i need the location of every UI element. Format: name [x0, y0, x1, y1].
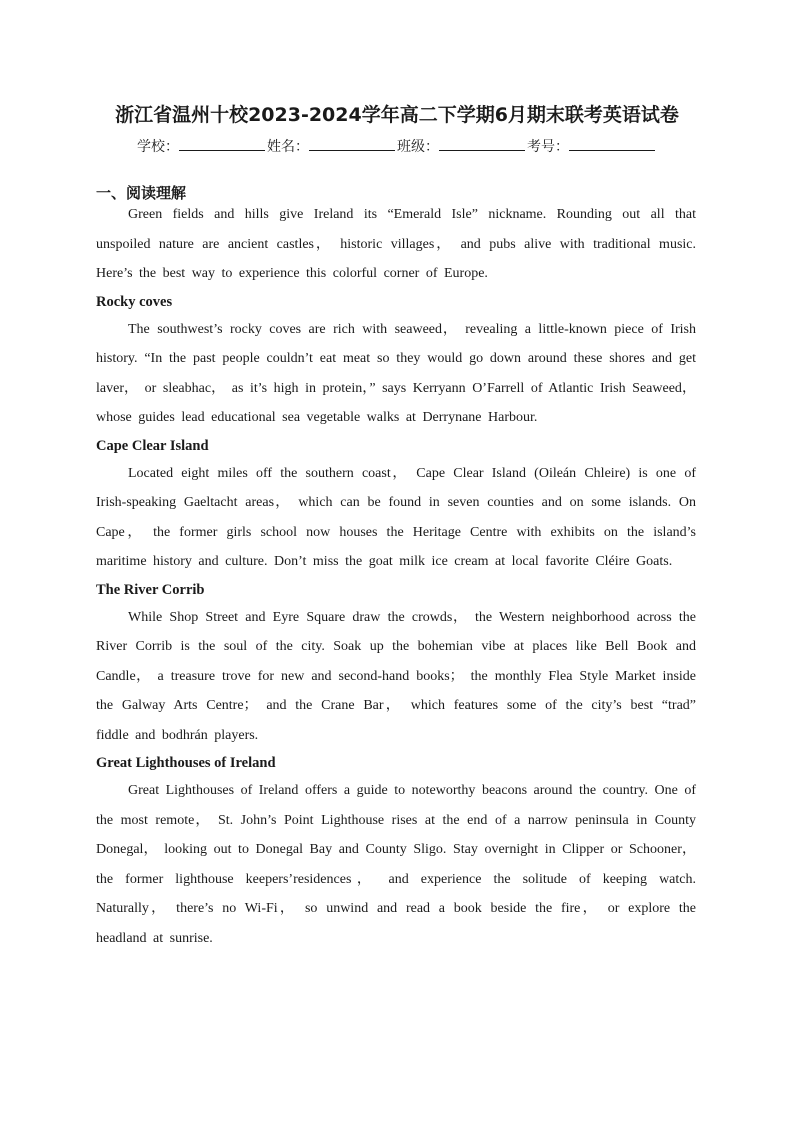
class-field: 班级： — [397, 136, 527, 156]
class-blank[interactable] — [439, 138, 525, 151]
name-blank[interactable] — [309, 138, 395, 151]
exam-number-blank[interactable] — [569, 138, 655, 151]
paragraph-river-corrib: While Shop Street and Eyre Square draw the crowds， the Western neighborhood across the River Corrib is the soul of the city. Soak up the bohemian vibe at places like Bell Book and Candle， a treasure trove for new and second-hand books； the monthly Flea Style Market inside the Galway Arts Centre； and the Crane Bar， which features some of the city’s best “trad” fiddle and bodhrán players. — [96, 609, 696, 743]
paragraph-rocky-coves: The southwest’s rocky coves are rich with seaweed， revealing a little-known piece of Irish history. “In the past people couldn’t eat meat so they would go down around these shores and get laver， or sleabhac， as it’s high in protein，” says Kerryann O’Farrell of Atlantic Irish Seaweed， whose guides lead educational sea vegetable walks at Derrynane Harbour. — [96, 321, 696, 425]
exam-number-field: 考号： — [527, 136, 657, 156]
subheading-cape-clear: Cape Clear Island — [96, 437, 209, 454]
subheading-lighthouses: Great Lighthouses of Ireland — [96, 755, 276, 771]
student-info-line — [0, 136, 794, 156]
subheading-rocky-coves: Rocky coves — [96, 293, 173, 310]
paragraph-cape-clear: Located eight miles off the southern coast， Cape Clear Island (Oileán Chleire) is one of Irish-speaking Gaeltacht areas， which can be found in seven counties and on some islands. On Cape， the former girls school now houses the Heritage Centre with exhibits on the island’s maritime history and culture. Don’t miss the goat milk ice cream at local favorite Cléire Goats. — [96, 465, 696, 569]
intro-paragraph: Green fields and hills give Ireland its “Emerald Isle” nickname. Rounding out all that unspoiled nature are ancient castles， historic villages， and pubs alive with traditional music. Here’s the best way to experience this colorful corner of Europe. — [96, 207, 696, 281]
name-field: 姓名： — [267, 136, 397, 156]
paragraph-lighthouses: Great Lighthouses of Ireland offers a guide to noteworthy beacons around the country. One of the most remote， St. John’s Point Lighthouse rises at the end of a narrow peninsula in County Donegal， looking out to Donegal Bay and County Sligo. Stay overnight in Clipper or Schooner， the former lighthouse keepers’residences， and experience the solitude of keeping watch. Naturally， there’s no Wi-Fi， so unwind and read a book beside the fire， or explore the headland at sunrise. — [96, 783, 696, 946]
exam-title: 浙江省温州十校2023-2024学年高二下学期6月期末联考英语试卷 — [115, 104, 679, 126]
school-field: 学校： — [137, 136, 267, 156]
section-heading: 一、阅读理解 — [96, 184, 187, 202]
subheading-river-corrib: The River Corrib — [96, 581, 205, 598]
passage — [96, 200, 696, 953]
school-blank[interactable] — [179, 138, 265, 151]
